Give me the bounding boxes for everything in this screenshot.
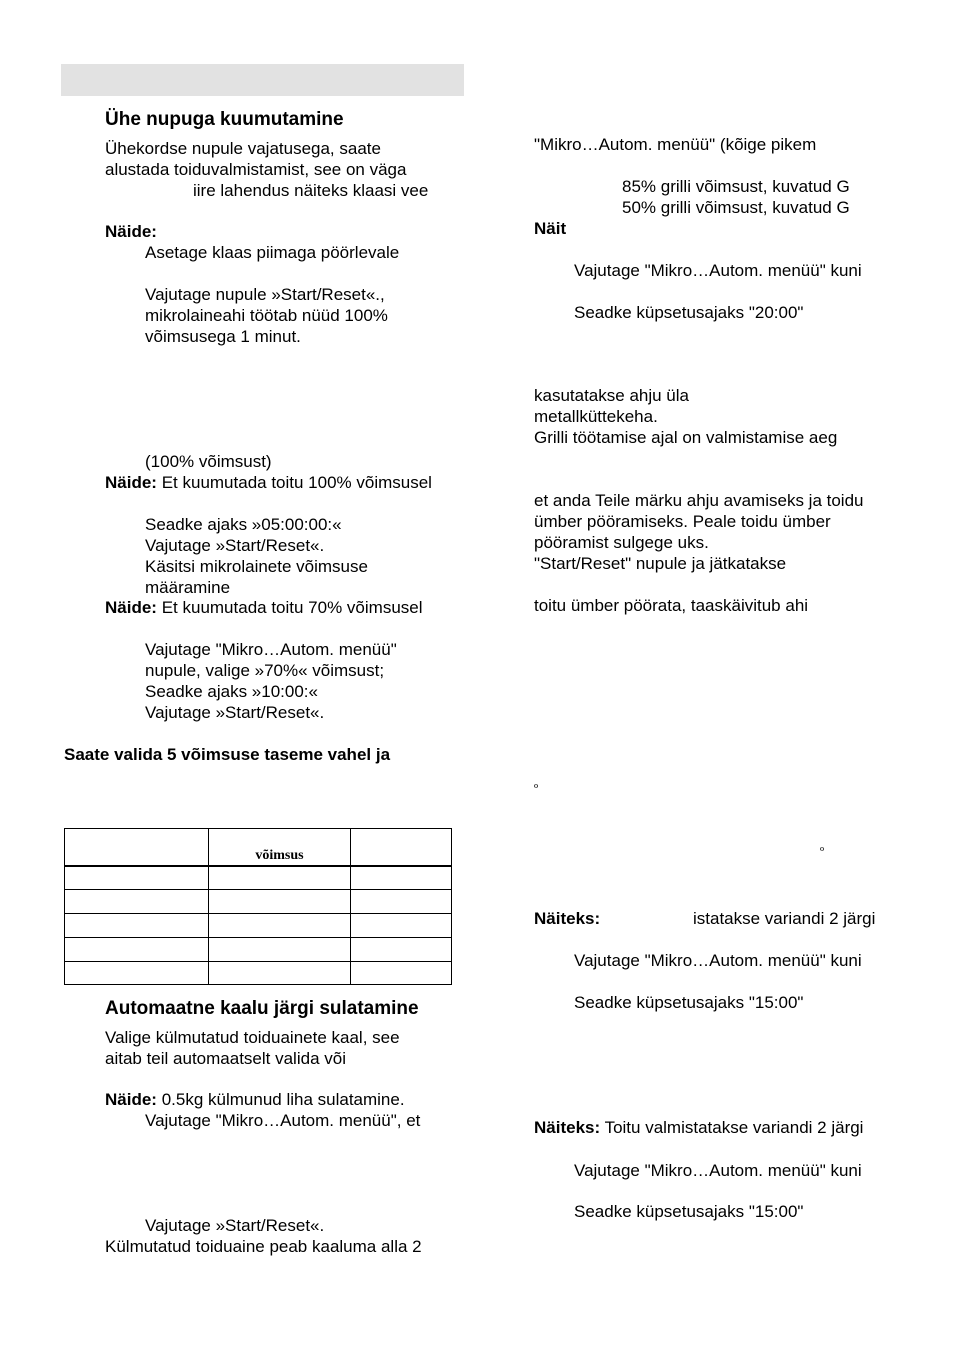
text-line: metallküttekeha. — [534, 407, 658, 426]
text-line: Vajutage »Start/Reset«. — [145, 703, 325, 722]
header-bar — [61, 64, 464, 96]
example-label: Näide: — [105, 222, 157, 241]
example-text: Et kuumutada toitu 70% võimsusel — [161, 598, 423, 617]
power-levels-table — [64, 828, 452, 985]
text-line: kasutatakse ahju üla — [534, 386, 689, 405]
text-line: (100% võimsust) — [145, 452, 272, 471]
text-line: Vajutage nupule »Start/Reset«., — [145, 285, 385, 304]
example-label: Näide: — [105, 1090, 157, 1109]
text-line: määramine — [145, 578, 231, 597]
example-label: Näiteks: — [534, 909, 601, 928]
example-line — [105, 472, 432, 493]
text-line: ümber pööramiseks. Peale toidu ümber — [534, 512, 831, 531]
example-text: istatakse variandi 2 järgi — [693, 909, 876, 928]
text-line: Seadke küpsetusajaks "15:00" — [574, 993, 804, 1012]
degree-mark: º — [820, 844, 825, 859]
text-line: 85% grilli võimsust, kuvatud G — [622, 177, 850, 196]
example-text: Et kuumutada toitu 100% võimsusel — [161, 473, 432, 492]
table-row-divider — [65, 937, 451, 938]
example-line — [105, 1089, 405, 1110]
text-line: Seadke küpsetusajaks "20:00" — [574, 303, 804, 322]
degree-mark: º — [534, 781, 539, 796]
text-line: 50% grilli võimsust, kuvatud G — [622, 198, 850, 217]
text-line: aitab teil automaatselt valida või — [105, 1049, 346, 1068]
example-line — [105, 597, 423, 618]
text-line: Vajutage "Mikro…Autom. menüü" — [145, 640, 397, 659]
table-row-divider — [65, 865, 451, 867]
example-label: Näide: — [105, 473, 157, 492]
text-line: "Start/Reset" nupule ja jätkatakse — [534, 554, 787, 573]
text-line: võimsusega 1 minut. — [145, 327, 301, 346]
text-line: Vajutage »Start/Reset«. — [145, 536, 325, 555]
text-line: Seadke küpsetusajaks "15:00" — [574, 1202, 804, 1221]
text-line: mikrolaineahi töötab nüüd 100% — [145, 306, 388, 325]
text-line: alustada toiduvalmistamist, see on väga — [105, 160, 407, 179]
text-line: Käsitsi mikrolainete võimsuse — [145, 557, 368, 576]
text-line: Vajutage "Mikro…Autom. menüü" kuni — [574, 1161, 862, 1180]
text-line: toitu ümber pöörata, taaskäivitub ahi — [534, 596, 809, 615]
table-row-divider — [65, 961, 451, 962]
text-line: pööramist sulgege uks. — [534, 533, 709, 552]
text-line: nupule, valige »70%« võimsust; — [145, 661, 385, 680]
example-label: Näit — [534, 219, 567, 238]
text-line: Ühekordse nupule vajatusega, saate — [105, 139, 381, 158]
text-line: Seadke ajaks »05:00:00:« — [145, 515, 342, 534]
example-text: 0.5kg külmunud liha sulatamine. — [161, 1090, 405, 1109]
table-row-divider — [65, 913, 451, 914]
text-line: "Mikro…Autom. menüü" (kõige pikem — [534, 135, 817, 154]
section-heading-one-touch: Ühe nupuga kuumutamine — [105, 109, 344, 130]
text-line: et anda Teile märku ahju avamiseks ja toidu — [534, 491, 864, 510]
text-line: Grilli töötamise ajal on valmistamise aeg — [534, 428, 838, 447]
text-line: Vajutage "Mikro…Autom. menüü", et — [145, 1111, 421, 1130]
section-heading-auto-defrost: Automaatne kaalu järgi sulatamine — [105, 998, 419, 1019]
example-text: Toitu valmistatakse variandi 2 järgi — [604, 1118, 864, 1137]
text-line: Külmutatud toiduaine peab kaaluma alla 2 — [105, 1237, 422, 1256]
text-line: Seadke ajaks »10:00:« — [145, 682, 318, 701]
text-line: Vajutage "Mikro…Autom. menüü" kuni — [574, 951, 862, 970]
text-line: Asetage klaas piimaga pöörlevale — [145, 243, 400, 262]
text-line: Vajutage »Start/Reset«. — [145, 1216, 325, 1235]
text-line: Valige külmutatud toiduainete kaal, see — [105, 1028, 400, 1047]
text-line: iire lahendus näiteks klaasi vee — [193, 181, 429, 200]
table-header-power: võimsus — [255, 848, 304, 863]
text-line: Vajutage "Mikro…Autom. menüü" kuni — [574, 261, 862, 280]
example-line — [534, 1117, 863, 1138]
bold-note: Saate valida 5 võimsuse taseme vahel ja — [64, 745, 391, 764]
example-label: Näide: — [105, 598, 157, 617]
example-label: Näiteks: — [534, 1118, 601, 1137]
table-row-divider — [65, 889, 451, 890]
